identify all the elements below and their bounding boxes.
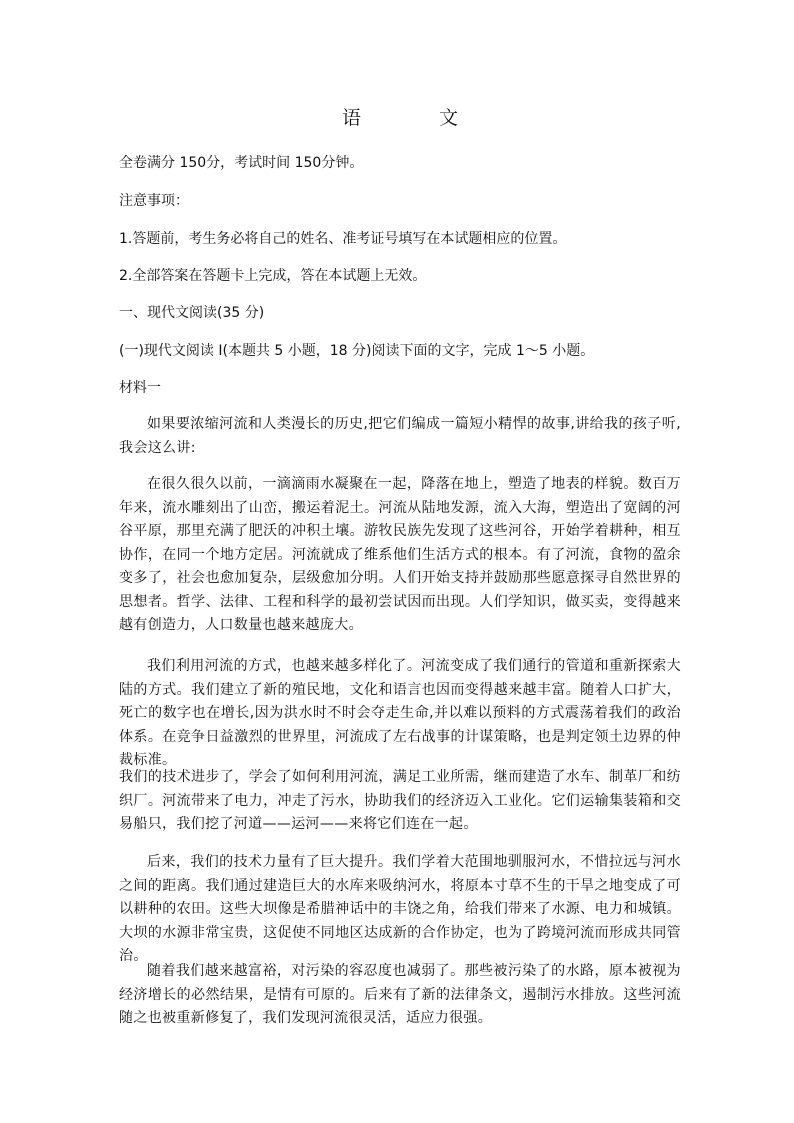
subsection-heading: (一)现代文阅读 I(本题共 5 小题，18 分)阅读下面的文字，完成 1～5 小题。 (119, 343, 595, 359)
paragraph: 在很久很久以前，一滴滴雨水凝聚在一起，降落在地上，塑造了地表的样貌。数百万年来，流水雕刻出了山峦，搬运着泥土。河流从陆地发源，流入大海，塑造出了宽阔的河谷平原，那里充满了肥沃的冲积土壤。游牧民族先发现了这些河谷，开始学着耕种，相互协作，在同一个地方定居。河流就成了维系他们生活方式的根本。有了河流，食物的盈余变多了，社会也愈加复杂，层级愈加分明。人们开始支持并鼓励那些愿意探寻自然世界的思想者。哲学、法律、工程和科学的最初尝试因而出现。人们学知识，做买卖，变得越来越有创造力，人口数量也越来越庞大。 (119, 476, 681, 633)
notice-item-1: 1.答题前，考生务必将自己的姓名、准考证号填写在本试题相应的位置。 (119, 231, 567, 247)
material-label: 材料一 (119, 380, 161, 396)
paragraph: 随着我们越来越富裕，对污染的容忍度也减弱了。那些被污染了的水路，原本被视为经济增长的必然结果，是情有可原的。后来有了新的法律条文，遏制污水排放。这些河流随之也被重新修复了，我们发现河流很灵活，适应力很强。 (119, 963, 681, 1026)
paragraph: 如果要浓缩河流和人类漫长的历史,把它们编成一篇短小精悍的故事,讲给我的孩子听,我会这么讲: (119, 416, 681, 456)
paragraph: 我们的技术进步了，学会了如何利用河流，满足工业所需，继而建造了水车、制革厂和纺织厂。河流带来了电力，冲走了污水，协助我们的经济迈入工业化。它们运输集装箱和交易船只，我们挖了河道——运河——来将它们连在一起。 (119, 769, 681, 832)
paragraph: 后来，我们的技术力量有了巨大提升。我们学着大范围地驯服河水，不惜拉远与河水之间的距离。我们通过建造巨大的水库来吸纳河水，将原本寸草不生的干旱之地变成了可以耕种的农田。这些大坝像是希腊神话中的丰饶之角，给我们带来了水源、电力和城镇。大坝的水源非常宝贵，这促使不同地区达成新的合作协定，也为了跨境河流而形成共同管治。 (119, 854, 681, 964)
document-page (119, 0, 681, 1123)
paragraph: 我们利用河流的方式，也越来越多样化了。河流变成了我们通行的管道和重新探索大陆的方式。我们建立了新的殖民地，文化和语言也因而变得越来越丰富。随着人口扩大，死亡的数字也在增长,因为洪水时不时会夺走生命,并以难以预料的方式震荡着我们的政治体系。在竞争日益激烈的世界里，河流成了左右战事的计谋策略，也是判定领土边界的仲裁标准。 (119, 658, 681, 768)
notice-item-2: 2.全部答案在答题卡上完成，答在本试题上无效。 (119, 268, 427, 284)
section-heading: 一、现代文阅读(35 分) (119, 305, 265, 321)
notice-heading: 注意事项： (119, 193, 189, 209)
exam-info: 全卷满分 150分，考试时间 150分钟。 (119, 155, 364, 171)
document-title: 语 文 (341, 107, 495, 129)
